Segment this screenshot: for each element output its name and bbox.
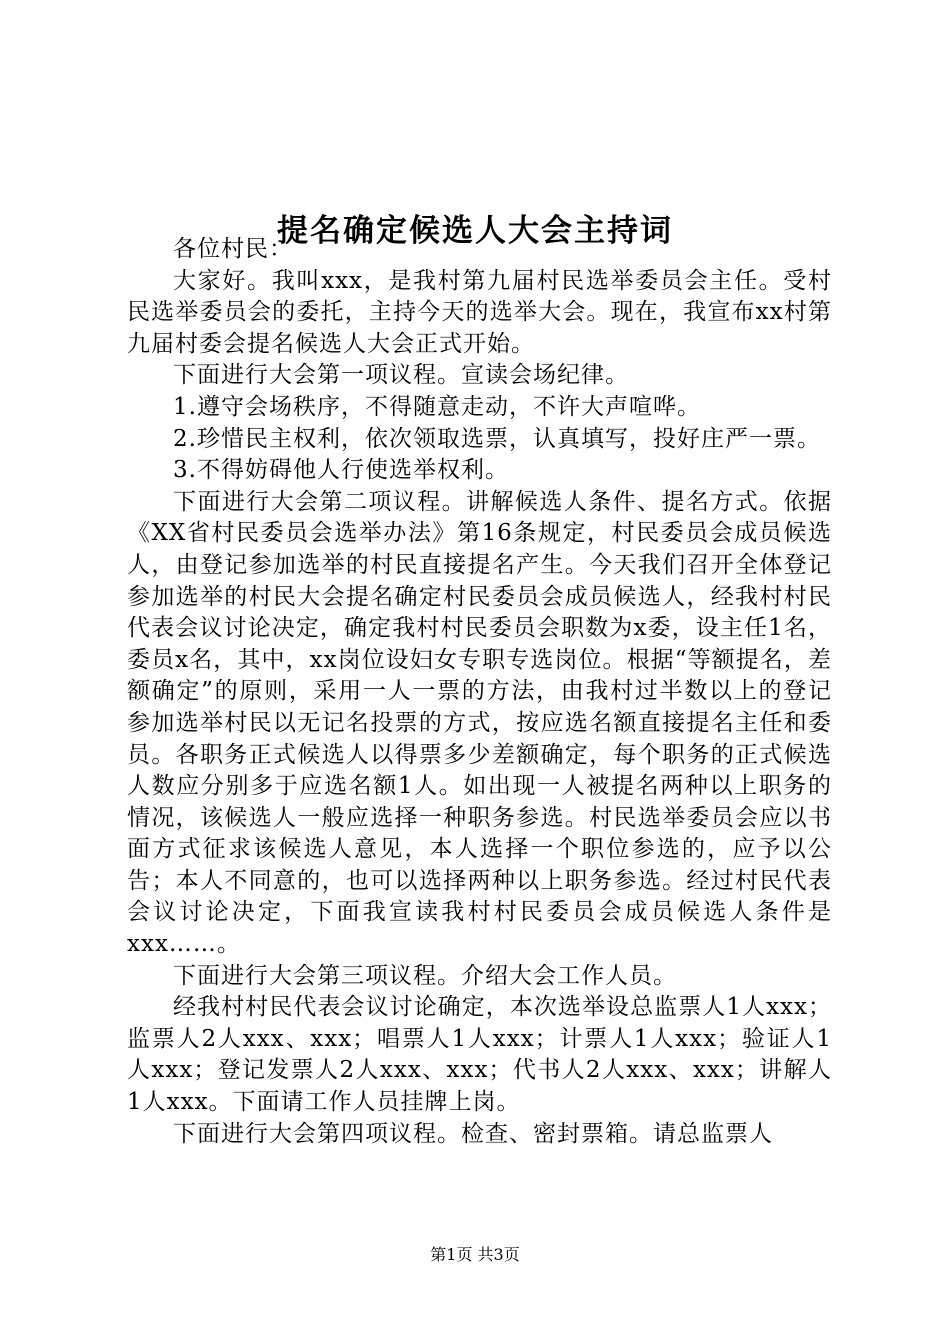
paragraph: 下面进行大会第三项议程。介绍大会工作人员。 (173, 962, 677, 989)
document-title: 提名确定候选人大会主持词 (277, 212, 673, 249)
paragraph: 经我村村民代表会议讨论确定，本次选举设总监票人1人xxx；监票人2人xxx、xxx；唱票人1人xxx；计票人1人xxx；验证人1人xxx；登记发票人2人xxx、xxx；代书人2人xxx、xxx；讲解人1人xxx。下面请工作人员挂牌上岗。 (127, 994, 832, 1116)
paragraph: 下面进行大会第一项议程。宣读会场纪律。 (173, 362, 629, 389)
document-body (127, 234, 832, 1150)
paragraph: 3.不得妨碍他人行使选举权利。 (173, 457, 509, 484)
paragraph: 下面进行大会第四项议程。检查、密封票箱。请总监票人 (173, 1120, 773, 1147)
page-number-footer: 第1页 共3页 (430, 1245, 520, 1264)
paragraph: 各位村民： (173, 236, 293, 262)
paragraph: 1.遵守会场秩序，不得随意走动，不许大声喧哗。 (173, 393, 701, 420)
paragraph: 下面进行大会第二项议程。讲解候选人条件、提名方式。依据《XX省村民委员会选举办法》第16条规定，村民委员会成员候选人，由登记参加选举的村民直接提名产生。今天我们召开全体登记参加选举的村民大会提名确定村民委员会成员候选人，经我村村民代表会议讨论决定，确定我村村民委员会职数为x委，设主任1名，委员x名，其中，xx岗位设妇女专职专选岗位。根据“等额提名，差额确定”的原则，采用一人一票的方法，由我村过半数以上的登记参加选举村民以无记名投票的方式，按应选名额直接提名主任和委员。各职务正式候选人以得票多少差额确定，每个职务的正式候选人数应分别多于应选名额1人。如出现一人被提名两种以上职务的情况，该候选人一般应选择一种职务参选。村民选举委员会应以书面方式征求该候选人意见，本人选择一个职位参选的，应予以公告；本人不同意的，也可以选择两种以上职务参选。经过村民代表会议讨论决定，下面我宣读我村村民委员会成员候选人条件是xxx……。 (127, 488, 832, 958)
paragraph: 大家好。我叫xxx，是我村第九届村民选举委员会主任。受村民选举委员会的委托，主持今天的选举大会。现在，我宣布xx村第九届村委会提名候选人大会正式开始。 (127, 267, 832, 357)
paragraph: 2.珍惜民主权利，依次领取选票，认真填写，投好庄严一票。 (173, 425, 821, 452)
